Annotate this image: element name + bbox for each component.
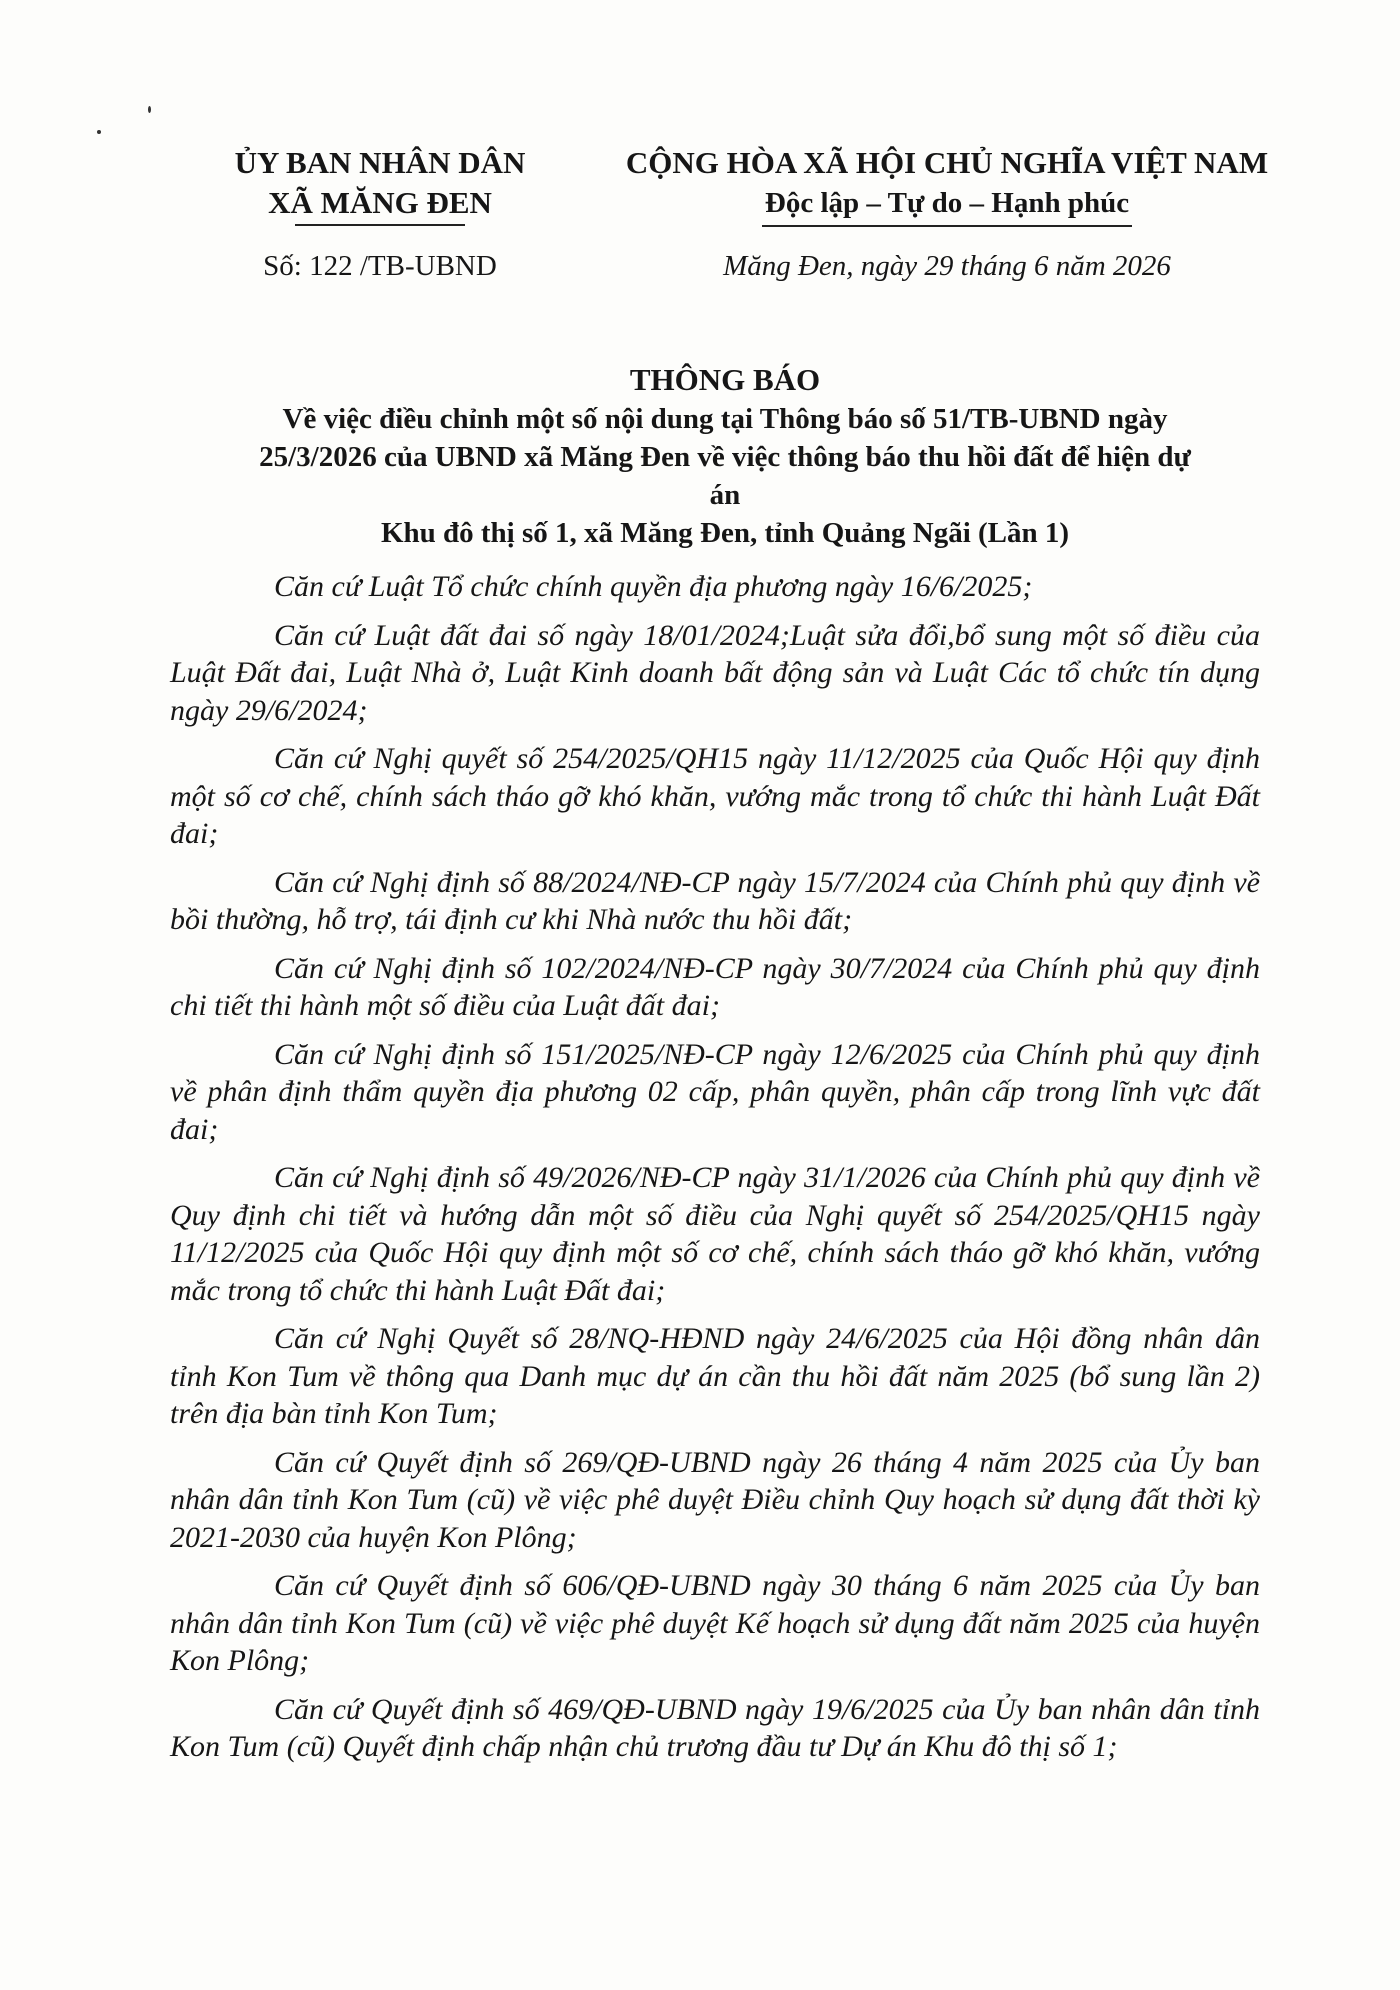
legal-bases [170,568,1260,1777]
scan-speck [148,106,151,113]
subject-line: Khu đô thị số 1, xã Măng Đen, tỉnh Quảng Ngãi (Lần 1) [380,517,1070,549]
legal-basis-paragraph: Căn cứ Luật Tổ chức chính quyền địa phương ngày 16/6/2025; [274,570,1033,603]
legal-basis-paragraph: Căn cứ Quyết định số 269/QĐ-UBND ngày 26 tháng 4 năm 2025 của Ủy ban nhân dân tỉnh Kon Tum (cũ) về việc phê duyệt Điều chỉnh Quy hoạch sử dụng đất thời kỳ 2021-2030 của huyện Kon Plông; [170,1445,1260,1554]
national-motto: Độc lập – Tự do – Hạnh phúc [764,187,1130,219]
legal-basis-paragraph: Căn cứ Nghị Quyết số 28/NQ-HĐND ngày 24/6/2025 của Hội đồng nhân dân tỉnh Kon Tum về thông qua Danh mục dự án cần thu hồi đất năm 2025 (bổ sung lần 2) trên địa bàn tỉnh Kon Tum; [170,1322,1260,1430]
authority-commune: XÃ MĂNG ĐEN [268,185,492,220]
authority-name: ỦY BAN NHÂN DÂN [234,145,526,180]
scan-speck [97,130,101,134]
document-number: Số: 122 /TB-UBND [263,250,497,282]
legal-basis-paragraph: Căn cứ Nghị định số 151/2025/NĐ-CP ngày 12/6/2025 của Chính phủ quy định về phân định thẩm quyền địa phương 02 cấp, phân quyền, phân cấp trong lĩnh vực đất đai; [170,1037,1260,1146]
motto-underline [762,225,1132,227]
legal-basis-paragraph: Căn cứ Nghị quyết số 254/2025/QH15 ngày 11/12/2025 của Quốc Hội quy định một số cơ chế, chính sách tháo gỡ khó khăn, vướng mắc trong tổ chức thi hành Luật Đất đai; [170,742,1260,850]
nation-name: CỘNG HÒA XÃ HỘI CHỦ NGHĨA VIỆT NAM [625,145,1269,180]
legal-basis-paragraph: Căn cứ Nghị định số 49/2026/NĐ-CP ngày 31/1/2026 của Chính phủ quy định về Quy định chi tiết và hướng dẫn một số điều của Nghị quyết số 254/2025/QH15 ngày 11/12/2025 của Quốc Hội quy định một số cơ chế, chính sách tháo gỡ khó khăn, vướng mắc trong tổ chức thi hành Luật Đất đai; [170,1161,1260,1307]
authority-underline [295,224,465,226]
legal-basis-paragraph: Căn cứ Nghị định số 102/2024/NĐ-CP ngày 30/7/2024 của Chính phủ quy định chi tiết thi hành một số điều của Luật đất đai; [170,951,1260,1022]
national-heading [592,143,1302,227]
place-and-date: Măng Đen, ngày 29 tháng 6 năm 2026 [723,250,1171,282]
legal-basis-paragraph: Căn cứ Quyết định số 606/QĐ-UBND ngày 30 tháng 6 năm 2025 của Ủy ban nhân dân tỉnh Kon Tum (cũ) về việc phê duyệt Kế hoạch sử dụng đất năm 2025 của huyện Kon Plông; [170,1569,1260,1677]
title-block [250,360,1200,552]
issuing-authority [200,143,560,226]
legal-basis-paragraph: Căn cứ Quyết định số 469/QĐ-UBND ngày 19/6/2025 của Ủy ban nhân dân tỉnh Kon Tum (cũ) Quyết định chấp nhận chủ trương đầu tư Dự án Khu đô thị số 1; [170,1692,1260,1763]
document-title: THÔNG BÁO [629,362,821,397]
subject-line: Về việc điều chỉnh một số nội dung tại Thông báo số 51/TB-UBND ngày [282,403,1168,435]
legal-basis-paragraph: Căn cứ Nghị định số 88/2024/NĐ-CP ngày 15/7/2024 của Chính phủ quy định về bồi thường, hỗ trợ, tái định cư khi Nhà nước thu hồi đất; [170,865,1260,936]
subject-line: 25/3/2026 của UBND xã Măng Đen về việc thông báo thu hồi đất để hiện dự án [259,441,1191,511]
legal-basis-paragraph: Căn cứ Luật đất đai số ngày 18/01/2024;Luật sửa đổi,bổ sung một số điều của Luật Đất đai, Luật Nhà ở, Luật Kinh doanh bất động sản và Luật Các tổ chức tín dụng ngày 29/6/2024; [170,618,1260,727]
